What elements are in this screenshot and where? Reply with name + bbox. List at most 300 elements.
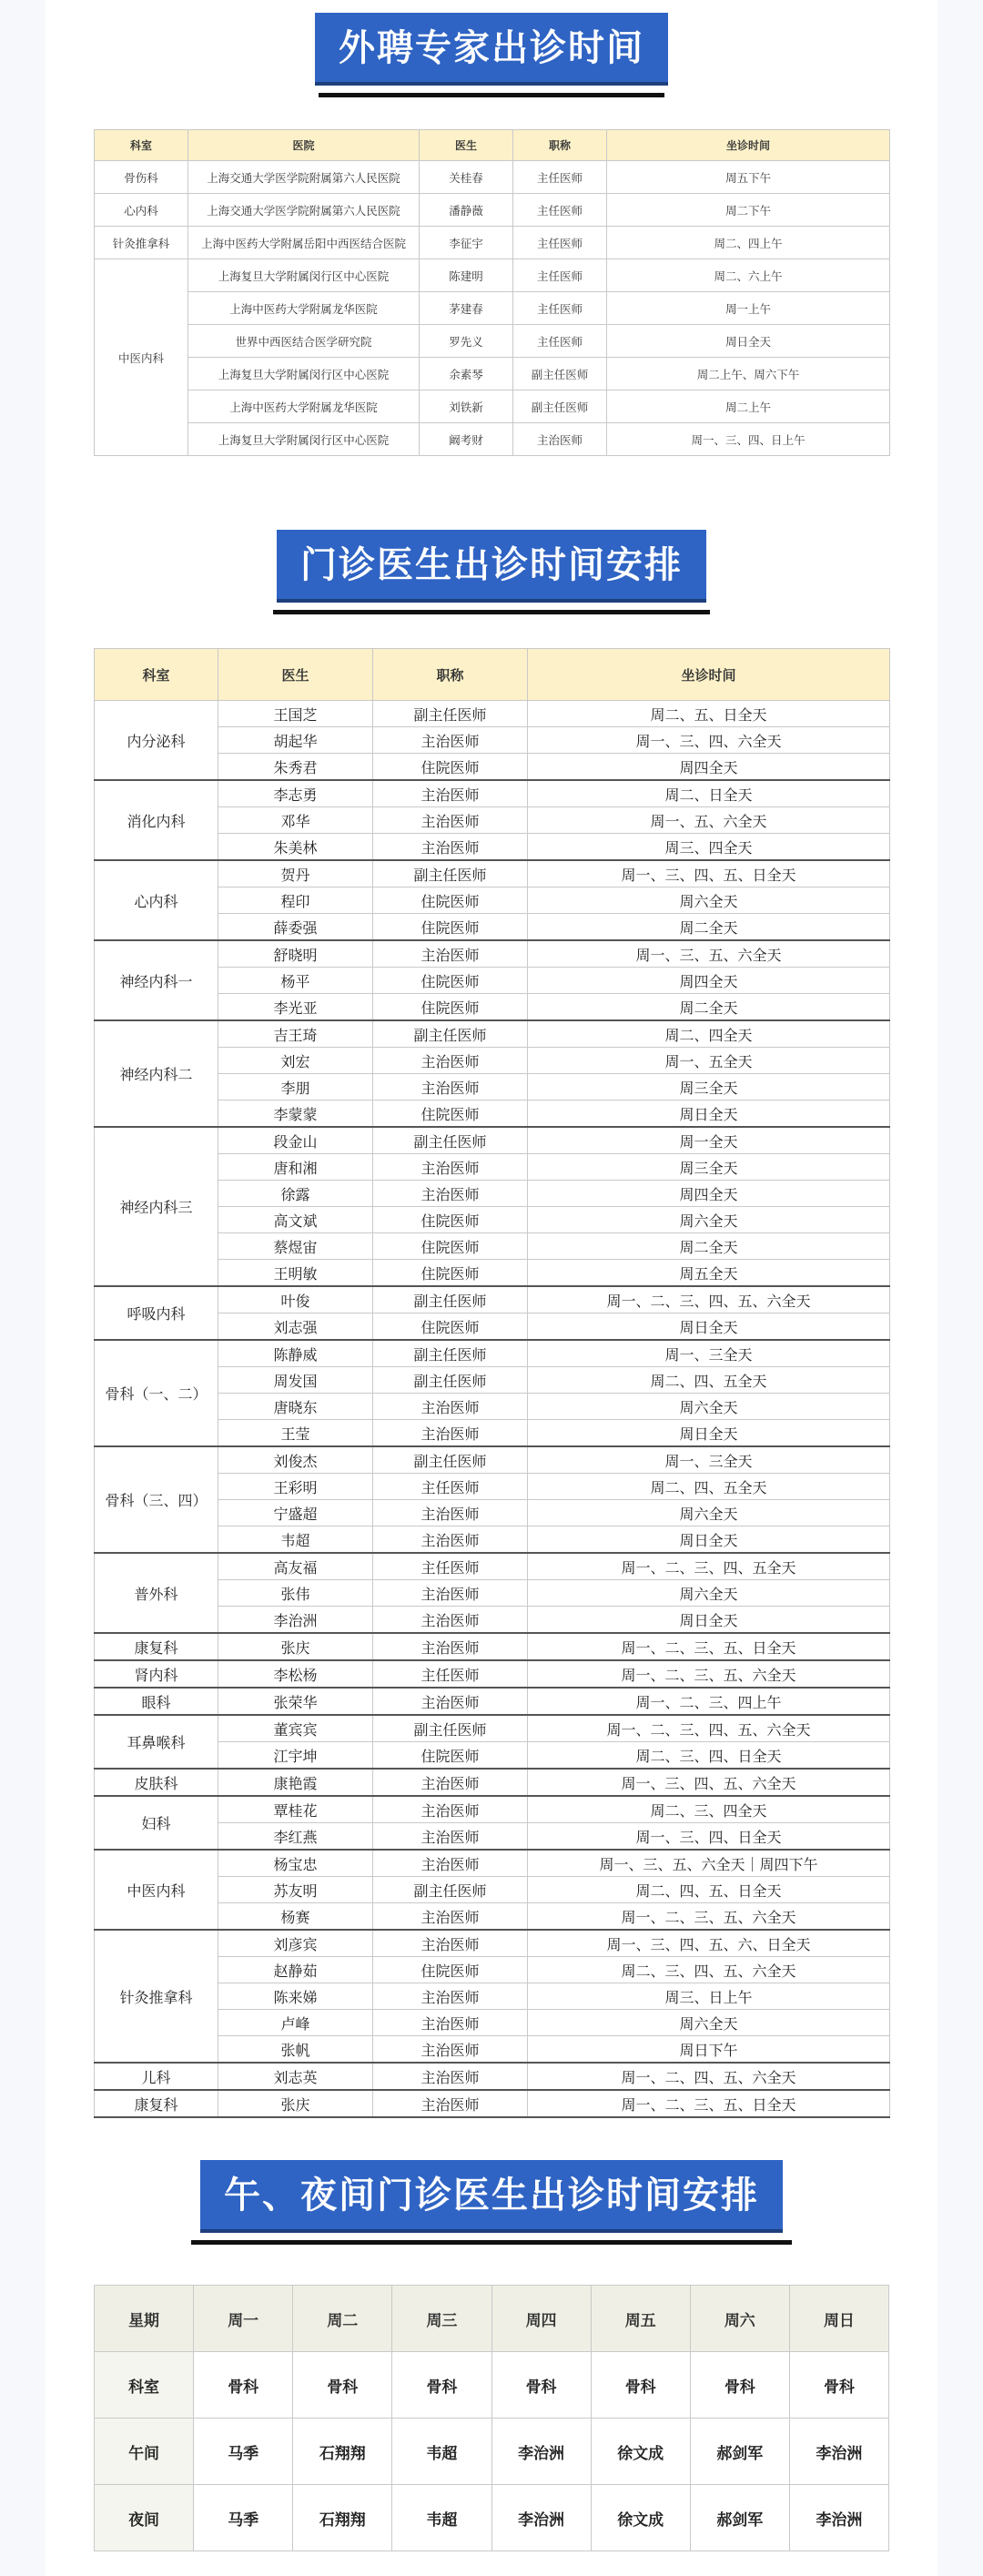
- doctor-cell: 杨平: [218, 968, 373, 994]
- title-cell: 主治医师: [373, 727, 528, 754]
- table-row: [95, 780, 890, 807]
- schedule-cell: 周一、二、三、五、六全天: [528, 1660, 890, 1688]
- doctor-cell: 潘静薇: [420, 194, 513, 227]
- column-header: 周四: [492, 2286, 591, 2352]
- table-header-row: [95, 2286, 889, 2352]
- title-cell: 副主任医师: [373, 1020, 528, 1048]
- dept-cell: 神经内科二: [95, 1020, 218, 1127]
- doctor-cell: 张伟: [218, 1580, 373, 1607]
- schedule-cell: 周二全天: [528, 994, 890, 1021]
- table-row: [95, 2352, 889, 2419]
- dept-cell: 妇科: [95, 1796, 218, 1850]
- schedule-cell: 周六全天: [528, 2010, 890, 2036]
- hospital-cell: 上海交通大学医学院附属第六人民医院: [188, 194, 420, 227]
- column-header: 职称: [513, 130, 607, 161]
- schedule-cell: 周日下午: [528, 2036, 890, 2064]
- dept-cell: 骨伤科: [95, 161, 188, 194]
- schedule-cell: 周一全天: [528, 1127, 890, 1154]
- title-cell: 主治医师: [373, 1688, 528, 1715]
- doctor-cell: 石翔翔: [293, 2485, 392, 2551]
- doctor-cell: 罗先义: [420, 325, 513, 358]
- title-cell: 主治医师: [373, 780, 528, 807]
- section1-title: 外聘专家出诊时间: [315, 13, 668, 82]
- title-cell: 主治医师: [373, 1394, 528, 1420]
- dept-cell: 耳鼻喉科: [95, 1715, 218, 1769]
- doctor-cell: 薛委强: [218, 914, 373, 941]
- schedule-cell: 周一、五全天: [528, 1048, 890, 1074]
- doctor-cell: 周发国: [218, 1367, 373, 1394]
- title-cell: 主治医师: [373, 1983, 528, 2010]
- doctor-cell: 李光亚: [218, 994, 373, 1021]
- doctor-cell: 余素琴: [420, 358, 513, 390]
- title-cell: 住院医师: [373, 1313, 528, 1341]
- title-cell: 主治医师: [373, 1850, 528, 1877]
- title-cell: 副主任医师: [373, 860, 528, 887]
- doctor-cell: 韦超: [218, 1526, 373, 1554]
- doctor-cell: 邓华: [218, 807, 373, 834]
- dept-cell: 针灸推拿科: [95, 227, 188, 259]
- doctor-cell: 骨科: [591, 2352, 690, 2419]
- table-row: [95, 390, 890, 423]
- schedule-cell: 周日全天: [528, 1313, 890, 1341]
- doctor-cell: 张庆: [218, 2090, 373, 2117]
- doctor-cell: 刘铁新: [420, 390, 513, 423]
- doctor-cell: 阚考财: [420, 423, 513, 456]
- table-row: [95, 194, 890, 227]
- doctor-cell: 刘俊杰: [218, 1446, 373, 1474]
- section1-underline: [319, 93, 664, 97]
- schedule-cell: 周三、四全天: [528, 834, 890, 861]
- dept-cell: 心内科: [95, 194, 188, 227]
- title-cell: 住院医师: [373, 754, 528, 781]
- doctor-cell: 李志勇: [218, 780, 373, 807]
- doctor-cell: 刘彦宾: [218, 1930, 373, 1957]
- schedule-cell: 周六全天: [528, 1207, 890, 1233]
- column-header: 医院: [188, 130, 420, 161]
- doctor-cell: 陈建明: [420, 259, 513, 292]
- doctor-cell: 唐晓东: [218, 1394, 373, 1420]
- title-cell: 住院医师: [373, 1233, 528, 1260]
- doctor-cell: 徐露: [218, 1181, 373, 1207]
- schedule-cell: 周二、四上午: [607, 227, 890, 259]
- dept-cell: 皮肤科: [95, 1769, 218, 1796]
- doctor-cell: 李治洲: [492, 2485, 591, 2551]
- hospital-cell: 世界中西医结合医学研究院: [188, 325, 420, 358]
- column-header: 周六: [690, 2286, 789, 2352]
- dept-cell: 骨科（一、二）: [95, 1340, 218, 1446]
- table-row: [95, 701, 890, 727]
- dept-cell: 呼吸内科: [95, 1286, 218, 1340]
- schedule-cell: 周一、三、四、五、六全天: [528, 1769, 890, 1796]
- schedule-cell: 周一、二、三、四、五、六全天: [528, 1286, 890, 1313]
- title-cell: 主任医师: [513, 292, 607, 325]
- doctor-cell: 康艳霞: [218, 1769, 373, 1796]
- doctor-cell: 江宇坤: [218, 1742, 373, 1770]
- title-cell: 主治医师: [373, 940, 528, 968]
- schedule-cell: 周二、四、五全天: [528, 1474, 890, 1500]
- schedule-cell: 周一、五、六全天: [528, 807, 890, 834]
- title-cell: 主治医师: [373, 1633, 528, 1660]
- title-cell: 副主任医师: [373, 1286, 528, 1313]
- table-row: [95, 1633, 890, 1660]
- dept-cell: 眼科: [95, 1688, 218, 1715]
- schedule-cell: 周二上午、周六下午: [607, 358, 890, 390]
- doctor-cell: 李红燕: [218, 1823, 373, 1851]
- doctor-cell: 骨科: [492, 2352, 591, 2419]
- table-row: [95, 1715, 890, 1742]
- schedule-cell: 周一、二、三、四、五全天: [528, 1553, 890, 1580]
- table-row: [95, 1660, 890, 1688]
- schedule-cell: 周一、二、三、五、日全天: [528, 1633, 890, 1660]
- title-cell: 主任医师: [373, 1660, 528, 1688]
- doctor-cell: 朱秀君: [218, 754, 373, 781]
- schedule-cell: 周二全天: [528, 1233, 890, 1260]
- schedule-cell: 周二、四、五全天: [528, 1367, 890, 1394]
- column-header: 周一: [194, 2286, 293, 2352]
- column-header: 周日: [789, 2286, 888, 2352]
- schedule-cell: 周一上午: [607, 292, 890, 325]
- doctor-cell: 刘志英: [218, 2063, 373, 2090]
- table-row: [95, 2090, 890, 2117]
- table-row: [95, 423, 890, 456]
- dept-cell: 儿科: [95, 2063, 218, 2090]
- table-row: [95, 940, 890, 968]
- schedule-cell: 周六全天: [528, 1580, 890, 1607]
- doctor-cell: 李治洲: [218, 1607, 373, 1634]
- schedule-cell: 周二、六上午: [607, 259, 890, 292]
- title-cell: 主治医师: [373, 1154, 528, 1181]
- doctor-cell: 覃桂花: [218, 1796, 373, 1823]
- doctor-cell: 胡起华: [218, 727, 373, 754]
- doctor-cell: 石翔翔: [293, 2419, 392, 2485]
- title-cell: 住院医师: [373, 1260, 528, 1287]
- title-cell: 主任医师: [513, 227, 607, 259]
- table-row: [95, 1769, 890, 1796]
- doctor-cell: 骨科: [194, 2352, 293, 2419]
- dept-cell: 针灸推拿科: [95, 1930, 218, 2063]
- schedule-cell: 周二、三、四、五、六全天: [528, 1957, 890, 1983]
- doctor-cell: 陈静威: [218, 1340, 373, 1367]
- doctor-cell: 王国芝: [218, 701, 373, 727]
- doctor-cell: 李治洲: [789, 2419, 888, 2485]
- table-row: [95, 161, 890, 194]
- schedule-cell: 周六全天: [528, 1394, 890, 1420]
- schedule-cell: 周二、日全天: [528, 780, 890, 807]
- table-row: [95, 1340, 890, 1367]
- table-row: [95, 2485, 889, 2551]
- title-cell: 副主任医师: [373, 1367, 528, 1394]
- table-row: [95, 259, 890, 292]
- page-canvas: [46, 0, 937, 2576]
- table-row: [95, 1286, 890, 1313]
- doctor-cell: 舒晓明: [218, 940, 373, 968]
- table-header-row: [95, 649, 890, 701]
- table-row: [95, 1796, 890, 1823]
- doctor-cell: 骨科: [690, 2352, 789, 2419]
- doctor-cell: 唐和湘: [218, 1154, 373, 1181]
- schedule-cell: 周一、三、四、五、日全天: [528, 860, 890, 887]
- dept-cell: 神经内科三: [95, 1127, 218, 1286]
- section1-banner: [46, 13, 937, 97]
- title-cell: 主治医师: [373, 2036, 528, 2064]
- dept-cell: 消化内科: [95, 780, 218, 860]
- table-header-row: [95, 130, 890, 161]
- noon-night-schedule-table: [94, 2285, 889, 2551]
- dept-cell: 康复科: [95, 1633, 218, 1660]
- doctor-cell: 刘宏: [218, 1048, 373, 1074]
- doctor-cell: 宁盛超: [218, 1500, 373, 1526]
- hospital-cell: 上海交通大学医学院附属第六人民医院: [188, 161, 420, 194]
- column-header: 周三: [392, 2286, 492, 2352]
- doctor-cell: 卢峰: [218, 2010, 373, 2036]
- title-cell: 主治医师: [373, 1769, 528, 1796]
- schedule-cell: 周五全天: [528, 1260, 890, 1287]
- doctor-cell: 赵静茹: [218, 1957, 373, 1983]
- schedule-cell: 周二、五、日全天: [528, 701, 890, 727]
- dept-cell: 神经内科一: [95, 940, 218, 1020]
- doctor-cell: 李治洲: [789, 2485, 888, 2551]
- title-cell: 副主任医师: [373, 1127, 528, 1154]
- schedule-cell: 周一、三、五、六全天: [528, 940, 890, 968]
- schedule-cell: 周二、三、四全天: [528, 1796, 890, 1823]
- schedule-cell: 周一、二、三、四、五、六全天: [528, 1715, 890, 1742]
- dept-cell: 骨科（三、四）: [95, 1446, 218, 1553]
- title-cell: 主任医师: [513, 325, 607, 358]
- title-cell: 主治医师: [373, 1796, 528, 1823]
- title-cell: 住院医师: [373, 887, 528, 914]
- schedule-cell: 周四全天: [528, 1181, 890, 1207]
- schedule-cell: 周五下午: [607, 161, 890, 194]
- hospital-cell: 上海中医药大学附属岳阳中西医结合医院: [188, 227, 420, 259]
- doctor-cell: 杨宝忠: [218, 1850, 373, 1877]
- schedule-cell: 周三全天: [528, 1154, 890, 1181]
- schedule-cell: 周日全天: [528, 1526, 890, 1554]
- dept-cell: 肾内科: [95, 1660, 218, 1688]
- title-cell: 副主任医师: [373, 1446, 528, 1474]
- doctor-cell: 王莹: [218, 1420, 373, 1447]
- column-header: 坐诊时间: [607, 130, 890, 161]
- title-cell: 主治医师: [373, 2090, 528, 2117]
- title-cell: 主治医师: [373, 834, 528, 861]
- doctor-cell: 李松杨: [218, 1660, 373, 1688]
- doctor-cell: 韦超: [392, 2485, 492, 2551]
- dept-cell: 普外科: [95, 1553, 218, 1633]
- table-row: [95, 1688, 890, 1715]
- schedule-cell: 周二、四、五、日全天: [528, 1877, 890, 1903]
- title-cell: 副主任医师: [373, 701, 528, 727]
- title-cell: 住院医师: [373, 1957, 528, 1983]
- table-row: [95, 227, 890, 259]
- section2-title: 门诊医生出诊时间安排: [277, 530, 706, 599]
- doctor-cell: 王明敏: [218, 1260, 373, 1287]
- row-label-cell: 科室: [95, 2352, 194, 2419]
- doctor-cell: 陈来娣: [218, 1983, 373, 2010]
- title-cell: 住院医师: [373, 914, 528, 941]
- schedule-cell: 周一、三、四、五、六、日全天: [528, 1930, 890, 1957]
- table-row: [95, 1127, 890, 1154]
- dept-cell: 中医内科: [95, 1850, 218, 1930]
- column-header: 坐诊时间: [528, 649, 890, 701]
- column-header: 周二: [293, 2286, 392, 2352]
- column-header: 医生: [420, 130, 513, 161]
- title-cell: 副主任医师: [513, 358, 607, 390]
- doctor-cell: 郝剑军: [690, 2485, 789, 2551]
- doctor-cell: 程印: [218, 887, 373, 914]
- doctor-cell: 高文斌: [218, 1207, 373, 1233]
- dept-cell: 内分泌科: [95, 701, 218, 781]
- doctor-cell: 吉王琦: [218, 1020, 373, 1048]
- column-header: 科室: [95, 130, 188, 161]
- external-experts-table: [94, 129, 890, 456]
- title-cell: 住院医师: [373, 1100, 528, 1128]
- section3-title: 午、夜间门诊医生出诊时间安排: [200, 2160, 783, 2229]
- schedule-cell: 周一、三、四、六全天: [528, 727, 890, 754]
- doctor-cell: 骨科: [789, 2352, 888, 2419]
- doctor-cell: 蔡煜宙: [218, 1233, 373, 1260]
- doctor-cell: 叶俊: [218, 1286, 373, 1313]
- title-cell: 主任医师: [513, 194, 607, 227]
- doctor-cell: 徐文成: [591, 2419, 690, 2485]
- schedule-cell: 周日全天: [528, 1100, 890, 1128]
- schedule-cell: 周六全天: [528, 1500, 890, 1526]
- doctor-cell: 张庆: [218, 1633, 373, 1660]
- hospital-cell: 上海中医药大学附属龙华医院: [188, 390, 420, 423]
- title-cell: 主治医师: [373, 1420, 528, 1447]
- column-header: 科室: [95, 649, 218, 701]
- table-row: [95, 1446, 890, 1474]
- title-cell: 副主任医师: [373, 1715, 528, 1742]
- title-cell: 主治医师: [373, 1580, 528, 1607]
- doctor-cell: 董宾宾: [218, 1715, 373, 1742]
- dept-cell: 中医内科: [95, 259, 188, 456]
- title-cell: 主治医师: [373, 2010, 528, 2036]
- doctor-cell: 杨赛: [218, 1903, 373, 1931]
- table-row: [95, 292, 890, 325]
- doctor-cell: 韦超: [392, 2419, 492, 2485]
- doctor-cell: 高友福: [218, 1553, 373, 1580]
- title-cell: 主治医师: [373, 1074, 528, 1100]
- title-cell: 副主任医师: [373, 1340, 528, 1367]
- table-row: [95, 358, 890, 390]
- dept-cell: 康复科: [95, 2090, 218, 2117]
- doctor-cell: 骨科: [392, 2352, 492, 2419]
- schedule-cell: 周一、三、四、日上午: [607, 423, 890, 456]
- doctor-cell: 李治洲: [492, 2419, 591, 2485]
- table-row: [95, 2419, 889, 2485]
- title-cell: 主任医师: [513, 259, 607, 292]
- title-cell: 住院医师: [373, 994, 528, 1021]
- schedule-cell: 周二全天: [528, 914, 890, 941]
- table-row: [95, 860, 890, 887]
- doctor-cell: 郝剑军: [690, 2419, 789, 2485]
- schedule-cell: 周日全天: [607, 325, 890, 358]
- title-cell: 主任医师: [373, 1553, 528, 1580]
- schedule-cell: 周二上午: [607, 390, 890, 423]
- schedule-cell: 周二下午: [607, 194, 890, 227]
- schedule-cell: 周四全天: [528, 968, 890, 994]
- hospital-cell: 上海复旦大学附属闵行区中心医院: [188, 259, 420, 292]
- row-label-cell: 夜间: [95, 2485, 194, 2551]
- title-cell: 主治医师: [373, 1823, 528, 1851]
- doctor-cell: 朱美林: [218, 834, 373, 861]
- doctor-cell: 王彩明: [218, 1474, 373, 1500]
- schedule-cell: 周一、二、三、五、日全天: [528, 2090, 890, 2117]
- row-label-cell: 午间: [95, 2419, 194, 2485]
- table-row: [95, 1553, 890, 1580]
- doctor-cell: 段金山: [218, 1127, 373, 1154]
- title-cell: 住院医师: [373, 1742, 528, 1770]
- hospital-cell: 上海中医药大学附属龙华医院: [188, 292, 420, 325]
- title-cell: 主治医师: [373, 1181, 528, 1207]
- doctor-cell: 茅建春: [420, 292, 513, 325]
- title-cell: 副主任医师: [513, 390, 607, 423]
- doctor-cell: 李蒙蒙: [218, 1100, 373, 1128]
- schedule-cell: 周二、四全天: [528, 1020, 890, 1048]
- doctor-cell: 徐文成: [591, 2485, 690, 2551]
- column-header: 医生: [218, 649, 373, 701]
- column-header: 职称: [373, 649, 528, 701]
- title-cell: 主治医师: [373, 807, 528, 834]
- schedule-cell: 周日全天: [528, 1420, 890, 1447]
- table-row: [95, 325, 890, 358]
- title-cell: 主治医师: [373, 1903, 528, 1931]
- doctor-cell: 马季: [194, 2485, 293, 2551]
- schedule-cell: 周四全天: [528, 754, 890, 781]
- title-cell: 主任医师: [373, 1474, 528, 1500]
- column-header: 星期: [95, 2286, 194, 2352]
- doctor-cell: 苏友明: [218, 1877, 373, 1903]
- schedule-cell: 周一、三全天: [528, 1446, 890, 1474]
- table-row: [95, 1850, 890, 1877]
- schedule-cell: 周日全天: [528, 1607, 890, 1634]
- title-cell: 主治医师: [373, 1048, 528, 1074]
- title-cell: 主治医师: [373, 1500, 528, 1526]
- section2-banner: [46, 530, 937, 614]
- schedule-cell: 周一、三、四、日全天: [528, 1823, 890, 1851]
- schedule-cell: 周二、三、四、日全天: [528, 1742, 890, 1770]
- schedule-cell: 周六全天: [528, 887, 890, 914]
- title-cell: 主治医师: [513, 423, 607, 456]
- table-row: [95, 1930, 890, 1957]
- table-row: [95, 2063, 890, 2090]
- schedule-cell: 周三全天: [528, 1074, 890, 1100]
- title-cell: 主治医师: [373, 2063, 528, 2090]
- doctor-cell: 张荣华: [218, 1688, 373, 1715]
- column-header: 周五: [591, 2286, 690, 2352]
- doctor-cell: 马季: [194, 2419, 293, 2485]
- doctor-cell: 李朋: [218, 1074, 373, 1100]
- dept-cell: 心内科: [95, 860, 218, 940]
- doctor-cell: 骨科: [293, 2352, 392, 2419]
- schedule-cell: 周一、二、三、五、六全天: [528, 1903, 890, 1931]
- schedule-cell: 周一、二、四、五、六全天: [528, 2063, 890, 2090]
- section3-underline: [191, 2240, 792, 2245]
- section3-banner: [46, 2160, 937, 2245]
- title-cell: 主治医师: [373, 1526, 528, 1554]
- doctor-cell: 关桂春: [420, 161, 513, 194]
- table-row: [95, 1020, 890, 1048]
- section2-underline: [273, 610, 710, 614]
- title-cell: 副主任医师: [373, 1877, 528, 1903]
- title-cell: 主任医师: [513, 161, 607, 194]
- schedule-cell: 周一、三、五、六全天｜周四下午: [528, 1850, 890, 1877]
- schedule-cell: 周一、二、三、四上午: [528, 1688, 890, 1715]
- doctor-cell: 李征宇: [420, 227, 513, 259]
- doctor-cell: 张帆: [218, 2036, 373, 2064]
- title-cell: 住院医师: [373, 968, 528, 994]
- schedule-cell: 周一、三全天: [528, 1340, 890, 1367]
- schedule-cell: 周三、日上午: [528, 1983, 890, 2010]
